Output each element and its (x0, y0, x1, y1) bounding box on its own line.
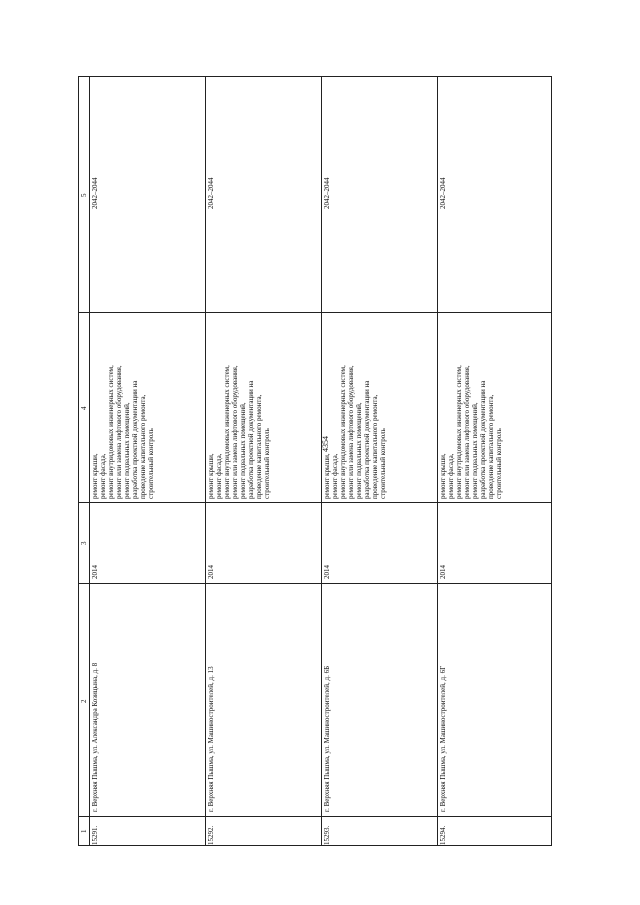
work-item: ремонт или замена лифтового оборудования, (231, 365, 239, 499)
row-year: 2014 (323, 565, 331, 579)
work-item: ремонт подвальных помещений, (239, 402, 247, 499)
work-item: проведение капитального ремонта, (371, 394, 379, 499)
row-period: 2042–2044 (207, 177, 215, 209)
work-item: ремонт подвальных помещений, (123, 402, 131, 499)
work-item: разработка проектной документации на (131, 380, 139, 499)
header-divider (89, 77, 90, 845)
work-item: строительный контроль (147, 428, 155, 499)
row-year: 2014 (439, 565, 447, 579)
row-works-list (91, 365, 155, 499)
row-number: 15291. (91, 825, 99, 845)
work-item: ремонт или замена лифтового оборудования, (463, 365, 471, 499)
row-year: 2014 (207, 565, 215, 579)
work-item: ремонт внутридомовых инженерных систем, (223, 365, 231, 499)
work-item: ремонт или замена лифтового оборудования, (115, 365, 123, 499)
row-number: 15293. (323, 825, 331, 845)
work-item: ремонт внутридомовых инженерных систем, (455, 365, 463, 499)
row-period: 2042–2044 (439, 177, 447, 209)
work-item: ремонт внутридомовых инженерных систем, (339, 365, 347, 499)
repair-schedule-table (78, 76, 552, 846)
row-period: 2042–2044 (91, 177, 99, 209)
column-divider (79, 583, 551, 584)
work-item: ремонт внутридомовых инженерных систем, (107, 365, 115, 499)
work-item: ремонт подвальных помещений, (355, 402, 363, 499)
row-divider (321, 77, 322, 845)
work-item: ремонт крыши, (207, 453, 215, 499)
header-col-2: 2 (80, 699, 88, 703)
work-item: ремонт или замена лифтового оборудования, (347, 365, 355, 499)
row-year: 2014 (91, 565, 99, 579)
row-address: г. Верхняя Пышма, ул. Машиностроителей, д. 13 (207, 666, 215, 812)
header-col-3: 3 (80, 541, 88, 545)
work-item: проведение капитального ремонта, (139, 394, 147, 499)
row-address: г. Верхняя Пышма, ул. Машиностроителей, д. 6Г (439, 665, 447, 812)
work-item: ремонт подвальных помещений, (471, 402, 479, 499)
row-divider (437, 77, 438, 845)
work-item: ремонт фасада, (331, 453, 339, 499)
row-works-list (323, 365, 387, 499)
work-item: ремонт крыши, (323, 453, 331, 499)
work-item: ремонт фасада, (99, 453, 107, 499)
row-period: 2042–2044 (323, 177, 331, 209)
row-address: г. Верхняя Пышма, ул. Александра Козицына, д. 8 (91, 662, 99, 812)
work-item: проведение капитального ремонта, (255, 394, 263, 499)
column-divider (79, 816, 551, 817)
work-item: ремонт фасада, (215, 453, 223, 499)
column-divider (79, 312, 551, 313)
work-item: разработка проектной документации на (479, 380, 487, 499)
row-works-list (207, 365, 271, 499)
column-divider (79, 502, 551, 503)
header-col-4: 4 (80, 406, 88, 410)
row-number: 15294. (439, 825, 447, 845)
work-item: разработка проектной документации на (363, 380, 371, 499)
page-number: 4354 (321, 436, 330, 452)
row-works-list (439, 365, 503, 499)
work-item: ремонт крыши, (439, 453, 447, 499)
work-item: ремонт фасада, (447, 453, 455, 499)
work-item: ремонт крыши, (91, 453, 99, 499)
work-item: проведение капитального ремонта, (487, 394, 495, 499)
row-divider (205, 77, 206, 845)
work-item: строительный контроль (263, 428, 271, 499)
work-item: строительный контроль (495, 428, 503, 499)
header-col-5: 5 (80, 193, 88, 197)
row-address: г. Верхняя Пышма, ул. Машиностроителей, д. 6Б (323, 665, 331, 812)
row-number: 15292. (207, 825, 215, 845)
work-item: строительный контроль (379, 428, 387, 499)
header-col-1: 1 (80, 829, 88, 833)
work-item: разработка проектной документации на (247, 380, 255, 499)
